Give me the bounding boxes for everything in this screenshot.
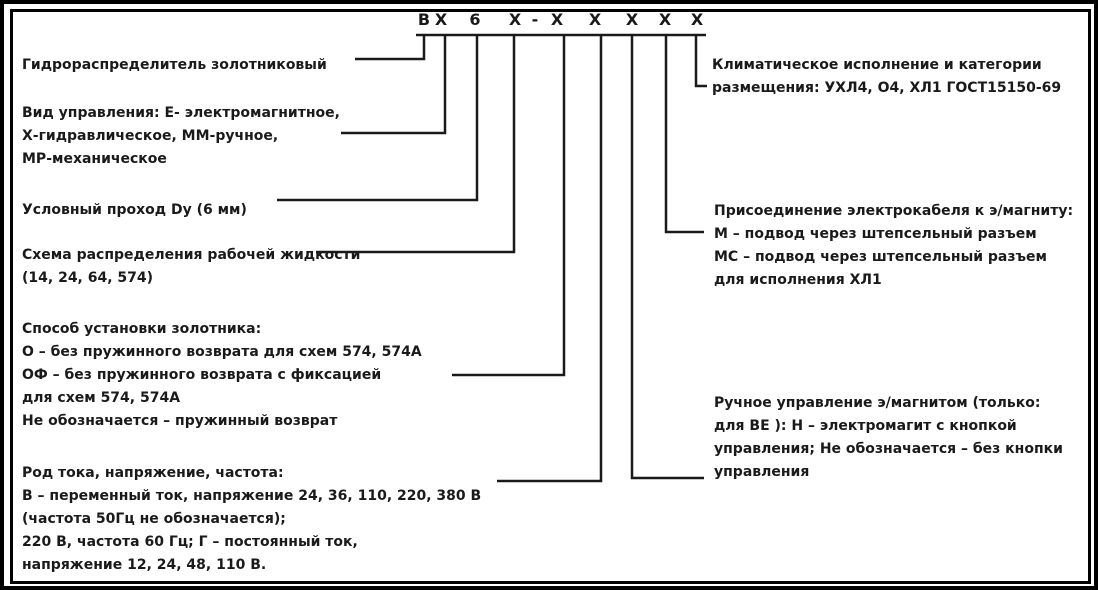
connector-fluid-scheme bbox=[316, 35, 514, 252]
label-line: Не обозначается – пружинный возврат bbox=[22, 413, 338, 429]
label-line: напряжение 12, 24, 48, 110 В. bbox=[22, 557, 267, 573]
label-line: управления bbox=[714, 464, 810, 480]
label-cable-connection bbox=[714, 200, 1073, 292]
label-manual-override bbox=[714, 392, 1063, 484]
code-symbol-4: Х bbox=[508, 10, 522, 29]
label-line: Ручное управление э/магнитом (только: bbox=[714, 395, 1041, 411]
code-symbol-7: Х bbox=[588, 10, 602, 29]
connector-cable-connection bbox=[666, 35, 704, 232]
label-line: (частота 50Гц не обозначается); bbox=[22, 511, 286, 527]
label-line: для исполнения ХЛ1 bbox=[714, 272, 882, 288]
label-line: управления; Не обозначается – без кнопки bbox=[714, 441, 1063, 457]
label-line: для схем 574, 574А bbox=[22, 390, 181, 406]
label-line: (14, 24, 64, 574) bbox=[22, 270, 154, 286]
label-line: Климатическое исполнение и категории bbox=[712, 57, 1042, 73]
label-line: Схема распределения рабочей жидкости bbox=[22, 247, 361, 263]
label-product-type bbox=[22, 54, 327, 77]
connector-control-kind bbox=[341, 35, 445, 133]
label-line: 220 В, частота 60 Гц; Г – постоянный ток, bbox=[22, 534, 358, 550]
code-symbol-2: Х bbox=[434, 10, 448, 29]
code-symbol-10: Х bbox=[690, 10, 704, 29]
code-symbol-1: В bbox=[417, 10, 431, 29]
label-line: Условный проход Dу (6 мм) bbox=[22, 202, 247, 218]
label-line: В – переменный ток, напряжение 24, 36, 110, 220, 380 В bbox=[22, 488, 482, 504]
label-line: Гидрораспределитель золотниковый bbox=[22, 57, 327, 73]
label-fluid-scheme bbox=[22, 244, 360, 290]
connector-product-type bbox=[355, 35, 424, 59]
label-line: М – подвод через штепсельный разъем bbox=[714, 226, 1037, 242]
code-symbol-5: - bbox=[531, 10, 539, 29]
connector-manual-override bbox=[632, 35, 704, 478]
label-line: Х-гидравлическое, ММ-ручное, bbox=[22, 128, 279, 144]
label-line: Способ установки золотника: bbox=[22, 321, 262, 337]
label-climatic-version bbox=[712, 54, 1061, 100]
label-line: ОФ – без пружинного возврата с фиксацией bbox=[22, 367, 382, 383]
label-nominal-bore bbox=[22, 199, 247, 222]
connector-spool-mounting bbox=[452, 35, 564, 375]
label-line: МР-механическое bbox=[22, 151, 167, 167]
label-line: МС – подвод через штепсельный разъем bbox=[714, 249, 1047, 265]
label-spool-mounting bbox=[22, 318, 422, 433]
label-line: размещения: УХЛ4, О4, ХЛ1 ГОСТ15150-69 bbox=[712, 80, 1062, 96]
code-symbol-8: Х bbox=[625, 10, 639, 29]
label-current-voltage bbox=[22, 462, 481, 577]
label-line: для ВЕ ): Н – электромагит с кнопкой bbox=[714, 418, 1017, 434]
label-line: Род тока, напряжение, частота: bbox=[22, 465, 284, 481]
code-symbol-3: 6 bbox=[469, 10, 481, 29]
connector-climatic-version bbox=[696, 35, 707, 86]
connector-current-voltage bbox=[497, 35, 601, 481]
label-control-kind bbox=[22, 102, 340, 171]
label-line: О – без пружинного возврата для схем 574, 574А bbox=[22, 344, 422, 360]
code-symbol-9: Х bbox=[658, 10, 672, 29]
code-symbol-6: Х bbox=[550, 10, 564, 29]
label-line: Вид управления: Е- электромагнитное, bbox=[22, 105, 340, 121]
label-line: Присоединение электрокабеля к э/магниту: bbox=[714, 203, 1074, 219]
